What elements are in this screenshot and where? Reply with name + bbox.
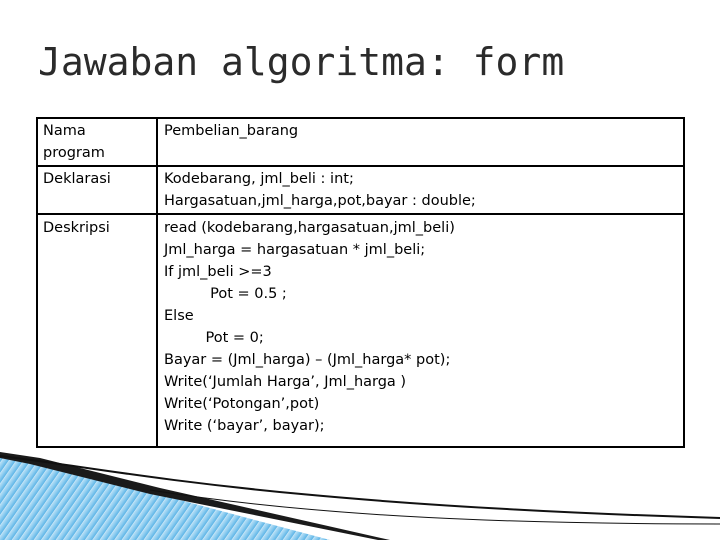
table-row-nama-program bbox=[37, 118, 684, 166]
label-nama-program: Nama program bbox=[37, 118, 157, 166]
code-line: Pot = 0.5 ; bbox=[164, 286, 287, 302]
code-line: read (kodebarang,hargasatuan,jml_beli) bbox=[164, 220, 455, 236]
table-row-deskripsi bbox=[37, 214, 684, 447]
code-line: Else bbox=[164, 308, 194, 324]
code-line: Write (‘bayar’, bayar); bbox=[164, 418, 325, 434]
label-deklarasi: Deklarasi bbox=[37, 166, 157, 214]
value-deskripsi bbox=[157, 214, 684, 447]
label-deskripsi: Deskripsi bbox=[37, 214, 157, 447]
code-line: Write(‘Jumlah Harga’, Jml_harga ) bbox=[164, 374, 407, 390]
value-nama-program bbox=[157, 118, 684, 166]
algorithm-table bbox=[36, 117, 685, 448]
decorative-swoosh bbox=[0, 452, 720, 540]
code-line: Hargasatuan,jml_harga,pot,bayar : double; bbox=[164, 193, 476, 209]
code-line: If jml_beli >=3 bbox=[164, 264, 272, 280]
value-deklarasi bbox=[157, 166, 684, 214]
code-line: Pembelian_barang bbox=[164, 123, 299, 139]
code-line: Bayar = (Jml_harga) – (Jml_harga* pot); bbox=[164, 352, 451, 368]
code-line: Write(‘Potongan’,pot) bbox=[164, 396, 320, 412]
table-row-deklarasi bbox=[37, 166, 684, 214]
code-line: Jml_harga = hargasatuan * jml_beli; bbox=[164, 242, 426, 258]
slide-title: Jawaban algoritma: form bbox=[38, 40, 565, 84]
code-line: Kodebarang, jml_beli : int; bbox=[164, 171, 354, 187]
code-line: Pot = 0; bbox=[164, 330, 264, 346]
